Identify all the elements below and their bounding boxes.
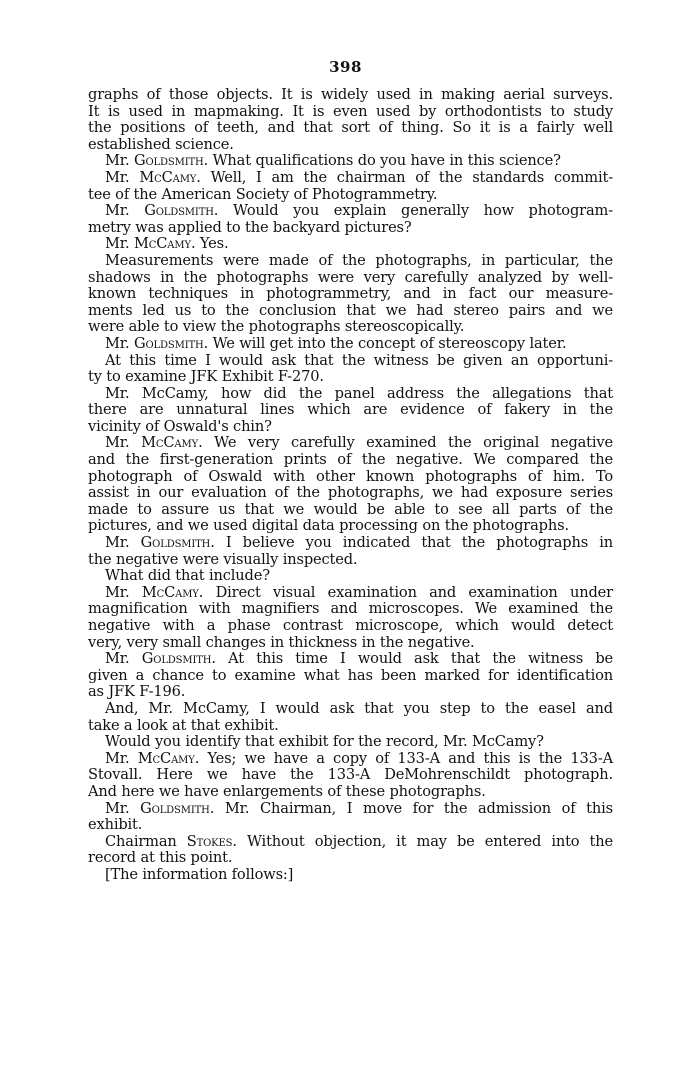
line-text: shadows in the photographs were very carefully analyzed by well- xyxy=(88,268,613,286)
line-text: Would you identify that exhibit for the record, Mr. McCamy? xyxy=(105,733,544,751)
text-line xyxy=(88,187,613,204)
text-line xyxy=(88,137,613,154)
text-line xyxy=(88,87,613,104)
speaker-name: Goldsmith xyxy=(134,334,204,352)
speaker-prefix: Mr. xyxy=(105,434,142,452)
speaker-name: McCamy xyxy=(139,168,197,186)
text-line xyxy=(88,601,613,618)
line-text: magnification with magnifiers and microscopes. We examined the xyxy=(88,600,613,618)
line-text: . I believe you indicated that the photographs in xyxy=(210,534,613,552)
text-line xyxy=(88,353,613,370)
text-line xyxy=(88,369,613,386)
text-line xyxy=(88,751,613,768)
text-line xyxy=(88,701,613,718)
line-text: were able to view the photographs stereoscopically. xyxy=(88,318,465,336)
text-line xyxy=(88,236,613,253)
speaker-name: Goldsmith xyxy=(141,650,212,668)
line-text: . We will get into the concept of stereoscopy later. xyxy=(203,334,567,352)
text-line xyxy=(88,220,613,237)
line-text: Measurements were made of the photographs, in particular, the xyxy=(105,251,613,269)
speaker-name: Goldsmith xyxy=(140,799,210,817)
text-line xyxy=(88,635,613,652)
text-line xyxy=(88,568,613,585)
line-text: . Yes. xyxy=(190,235,229,253)
text-line xyxy=(88,502,613,519)
line-text: Stovall. Here we have the 133-A DeMohrenschildt photograph. xyxy=(88,766,613,784)
text-line xyxy=(88,867,613,884)
speaker-name: McCamy xyxy=(141,583,199,601)
text-line xyxy=(88,203,613,220)
text-line xyxy=(88,386,613,403)
text-line xyxy=(88,303,613,320)
line-text: . Yes; we have a copy of 133-A and this is the 133-A xyxy=(194,749,613,767)
transcript-body xyxy=(88,87,613,884)
line-text: . Would you explain generally how photogram- xyxy=(213,202,613,220)
text-line xyxy=(88,435,613,452)
line-text: [The information follows:] xyxy=(105,865,294,883)
line-text: And, Mr. McCamy, I would ask that you step to the easel and xyxy=(105,699,613,717)
text-line xyxy=(88,170,613,187)
line-text: as JFK F-196. xyxy=(88,683,186,701)
line-text: photograph of Oswald with other known photographs of him. To xyxy=(88,467,613,485)
speaker-name: Stokes xyxy=(186,832,233,850)
line-text: . At this time I would ask that the witness be xyxy=(211,650,613,668)
line-text: . Well, I am the chairman of the standards commit- xyxy=(196,168,614,186)
line-text: . What qualifications do you have in this science? xyxy=(203,152,561,170)
line-text: very, very small changes in thickness in the negative. xyxy=(88,633,475,651)
line-text: the positions of teeth, and that sort of thing. So it is a fairly well xyxy=(88,119,613,137)
line-text: At this time I would ask that the witness be given an opportuni- xyxy=(105,351,613,369)
speaker-prefix: Mr. xyxy=(105,334,134,352)
speaker-prefix: Mr. xyxy=(105,152,134,170)
speaker-prefix: Mr. xyxy=(105,202,145,220)
line-text: assist in our evaluation of the photographs, we had exposure series xyxy=(88,484,613,502)
text-line xyxy=(88,734,613,751)
line-text: record at this point. xyxy=(88,849,233,867)
speaker-prefix: Mr. xyxy=(105,235,134,253)
speaker-name: Goldsmith xyxy=(140,534,211,552)
line-text: It is used in mapmaking. It is even used by orthodontists to study xyxy=(88,102,613,120)
line-text: and the first-generation prints of the negative. We compared the xyxy=(88,451,613,469)
text-line xyxy=(88,684,613,701)
speaker-prefix: Chairman xyxy=(105,832,187,850)
text-line xyxy=(88,253,613,270)
text-line xyxy=(88,518,613,535)
text-line xyxy=(88,153,613,170)
line-text: ments led us to the conclusion that we had stereo pairs and we xyxy=(88,301,613,319)
line-text: metry was applied to the backyard pictures? xyxy=(88,218,412,236)
text-line xyxy=(88,402,613,419)
speaker-name: McCamy xyxy=(137,749,195,767)
text-line xyxy=(88,104,613,121)
speaker-prefix: Mr. xyxy=(105,168,140,186)
text-line xyxy=(88,286,613,303)
line-text: there are unnatural lines which are evidence of fakery in the xyxy=(88,401,613,419)
line-text: the negative were visually inspected. xyxy=(88,550,358,568)
line-text: known techniques in photogrammetry, and in fact our measure- xyxy=(88,285,613,303)
text-line xyxy=(88,469,613,486)
text-line xyxy=(88,585,613,602)
line-text: And here we have enlargements of these photographs. xyxy=(88,782,486,800)
line-text: . We very carefully examined the original negative xyxy=(198,434,613,452)
speaker-prefix: Mr. xyxy=(105,749,138,767)
line-text: established science. xyxy=(88,135,234,153)
speaker-prefix: Mr. xyxy=(105,650,142,668)
line-text: exhibit. xyxy=(88,816,143,834)
line-text: graphs of those objects. It is widely used in making aerial surveys. xyxy=(88,86,613,103)
line-text: made to assure us that we would be able to see all parts of the xyxy=(88,500,613,518)
text-line xyxy=(88,452,613,469)
text-line xyxy=(88,668,613,685)
text-line xyxy=(88,834,613,851)
line-text: . Without objection, it may be entered into the xyxy=(232,832,613,850)
text-line xyxy=(88,801,613,818)
text-line xyxy=(88,336,613,353)
line-text: given a chance to examine what has been marked for identification xyxy=(88,666,613,684)
page-number: 398 xyxy=(329,58,362,76)
line-text: pictures, and we used digital data processing on the photographs. xyxy=(88,517,569,535)
text-line xyxy=(88,419,613,436)
speaker-name: Goldsmith xyxy=(134,152,204,170)
text-line xyxy=(88,485,613,502)
text-line xyxy=(88,767,613,784)
line-text: Mr. McCamy, how did the panel address the allegations that xyxy=(105,384,613,402)
text-line xyxy=(88,718,613,735)
speaker-name: Goldsmith xyxy=(144,202,214,220)
line-text: ty to examine JFK Exhibit F-270. xyxy=(88,368,324,386)
text-line xyxy=(88,651,613,668)
text-line xyxy=(88,319,613,336)
text-line xyxy=(88,817,613,834)
speaker-name: McCamy xyxy=(134,235,191,253)
line-text: What did that include? xyxy=(105,567,270,585)
line-text: vicinity of Oswald's chin? xyxy=(88,417,272,435)
text-line xyxy=(88,535,613,552)
speaker-prefix: Mr. xyxy=(105,799,141,817)
speaker-name: McCamy xyxy=(141,434,199,452)
line-text: tee of the American Society of Photogrammetry. xyxy=(88,185,438,203)
text-line xyxy=(88,120,613,137)
text-line xyxy=(88,270,613,287)
line-text: . Direct visual examination and examination under xyxy=(198,583,613,601)
text-line xyxy=(88,784,613,801)
text-line xyxy=(88,618,613,635)
text-line xyxy=(88,850,613,867)
speaker-prefix: Mr. xyxy=(105,534,141,552)
text-line xyxy=(88,552,613,569)
speaker-prefix: Mr. xyxy=(105,583,142,601)
line-text: . Mr. Chairman, I move for the admission of this xyxy=(209,799,613,817)
line-text: negative with a phase contrast microscope, which would detect xyxy=(88,617,613,634)
line-text: take a look at that exhibit. xyxy=(88,716,279,734)
